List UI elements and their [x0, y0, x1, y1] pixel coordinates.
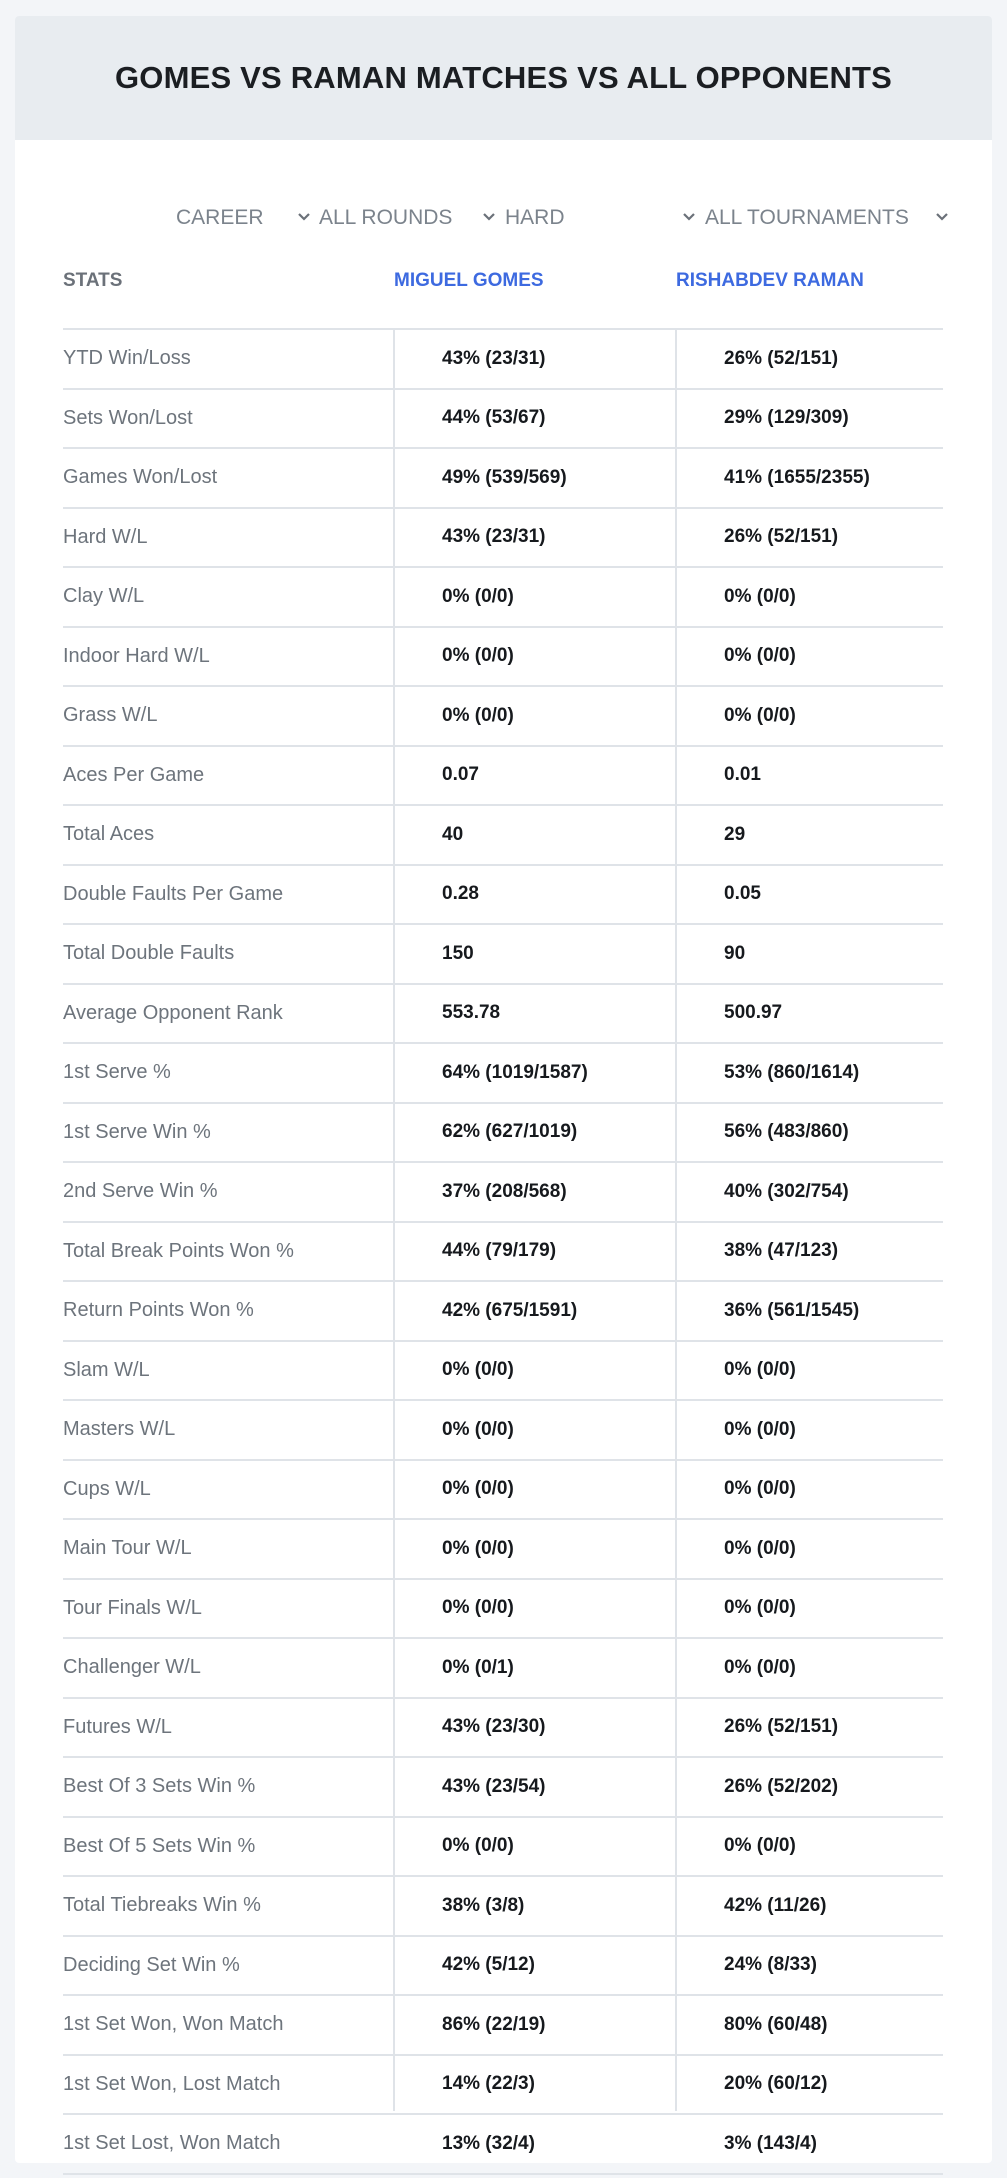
player2-value: 24% (8/33): [724, 1954, 817, 1976]
surface-dropdown-label: HARD: [505, 206, 565, 229]
player2-link[interactable]: RISHABDEV RAMAN: [676, 270, 864, 291]
period-dropdown[interactable]: [176, 188, 316, 248]
stat-label: Double Faults Per Game: [63, 882, 284, 905]
stat-label: YTD Win/Loss: [63, 347, 191, 370]
player2-value: 0% (0/0): [724, 1597, 796, 1619]
player2-value: 36% (561/1545): [724, 1299, 860, 1321]
player2-value: 0% (0/0): [724, 1478, 796, 1500]
player2-value: 26% (52/151): [724, 347, 839, 369]
table-row: [63, 2115, 943, 2175]
table-row: [63, 1223, 943, 1283]
player2-value: 80% (60/48): [724, 2013, 828, 2035]
tournament-dropdown-label: ALL TOURNAMENTS: [705, 206, 909, 229]
player2-value: 53% (860/1614): [724, 1061, 860, 1083]
chevron-down-icon: [932, 207, 952, 227]
player2-value: 29% (129/309): [724, 407, 849, 429]
table-row: [63, 1580, 943, 1640]
table-row: [63, 1342, 943, 1402]
player1-value: 14% (22/3): [442, 2073, 535, 2095]
player2-value: 26% (52/151): [724, 1716, 839, 1738]
player2-value: 20% (60/12): [724, 2073, 828, 2095]
stat-label: Aces Per Game: [63, 763, 205, 786]
stat-label: Hard W/L: [63, 525, 148, 548]
table-row: [63, 1639, 943, 1699]
stat-label: Masters W/L: [63, 1418, 176, 1441]
player1-value: 0% (0/0): [442, 645, 514, 667]
player1-value: 62% (627/1019): [442, 1121, 578, 1143]
filter-bar: [15, 188, 992, 248]
table-row: [63, 1520, 943, 1580]
table-row: [63, 1818, 943, 1878]
table-body: [63, 328, 943, 2175]
stat-label: Games Won/Lost: [63, 466, 218, 489]
player1-value: 0% (0/0): [442, 1835, 514, 1857]
player2-value: 0% (0/0): [724, 1418, 796, 1440]
player1-value: 42% (5/12): [442, 1954, 535, 1976]
stat-label: Futures W/L: [63, 1715, 172, 1738]
player2-value: 38% (47/123): [724, 1240, 839, 1262]
player1-value: 0.07: [442, 764, 479, 786]
table-row: [63, 1282, 943, 1342]
player2-value: 0% (0/0): [724, 1835, 796, 1857]
player1-value: 43% (23/30): [442, 1716, 546, 1738]
stat-label: Main Tour W/L: [63, 1537, 192, 1560]
stat-label: Total Tiebreaks Win %: [63, 1894, 261, 1917]
table-row: [63, 866, 943, 926]
player2-value: 0% (0/0): [724, 1537, 796, 1559]
table-row: [63, 509, 943, 569]
player2-value: 26% (52/202): [724, 1775, 839, 1797]
stat-label: Sets Won/Lost: [63, 406, 193, 429]
table-row: [63, 390, 943, 450]
period-dropdown-label: CAREER: [176, 206, 264, 229]
player2-value: 90: [724, 942, 746, 964]
stat-label: 1st Set Won, Won Match: [63, 2013, 284, 2036]
stat-label: Best Of 5 Sets Win %: [63, 1834, 256, 1857]
player2-value: 29: [724, 823, 746, 845]
stats-column-header: STATS: [63, 270, 123, 291]
chevron-down-icon: [679, 207, 699, 227]
stat-label: Deciding Set Win %: [63, 1953, 240, 1976]
stat-label: Challenger W/L: [63, 1656, 201, 1679]
stat-label: Average Opponent Rank: [63, 1001, 283, 1024]
player2-value: 40% (302/754): [724, 1180, 849, 1202]
stat-label: Tour Finals W/L: [63, 1596, 202, 1619]
stat-label: 1st Set Won, Lost Match: [63, 2072, 281, 2095]
table-row: [63, 1461, 943, 1521]
table-row: [63, 1877, 943, 1937]
table-row: [63, 568, 943, 628]
chevron-down-icon: [294, 207, 314, 227]
player1-value: 0% (0/0): [442, 585, 514, 607]
player1-value: 64% (1019/1587): [442, 1061, 588, 1083]
chevron-down-icon: [479, 207, 499, 227]
player1-value: 43% (23/31): [442, 526, 546, 548]
table-row: [63, 1104, 943, 1164]
table-row: [63, 330, 943, 390]
player1-value: 553.78: [442, 1002, 501, 1024]
table-row: [63, 747, 943, 807]
table-row: [63, 449, 943, 509]
player1-value: 44% (53/67): [442, 407, 546, 429]
table-header: [63, 248, 943, 328]
player1-value: 40: [442, 823, 464, 845]
table-row: [63, 1699, 943, 1759]
player2-value: 0.05: [724, 883, 761, 905]
stat-label: Grass W/L: [63, 704, 158, 727]
player2-value: 0% (0/0): [724, 704, 796, 726]
player1-value: 0% (0/0): [442, 1597, 514, 1619]
player2-value: 0% (0/0): [724, 645, 796, 667]
player1-value: 0% (0/0): [442, 1537, 514, 1559]
round-dropdown-label: ALL ROUNDS: [319, 206, 453, 229]
surface-dropdown[interactable]: [505, 188, 705, 248]
stat-label: 1st Set Lost, Won Match: [63, 2132, 281, 2155]
page-title: GOMES VS RAMAN MATCHES VS ALL OPPONENTS: [114, 60, 893, 95]
tournament-dropdown[interactable]: [705, 188, 965, 248]
stat-label: Total Break Points Won %: [63, 1239, 294, 1262]
player1-value: 0% (0/0): [442, 704, 514, 726]
stat-label: Best Of 3 Sets Win %: [63, 1775, 256, 1798]
player1-value: 38% (3/8): [442, 1894, 525, 1916]
stats-table: [63, 248, 943, 2175]
stat-label: Total Aces: [63, 823, 155, 846]
table-row: [63, 985, 943, 1045]
player1-value: 44% (79/179): [442, 1240, 557, 1262]
player1-link[interactable]: MIGUEL GOMES: [394, 270, 544, 291]
table-row: [63, 1401, 943, 1461]
player2-value: 500.97: [724, 1002, 783, 1024]
player2-value: 42% (11/26): [724, 1894, 827, 1916]
stat-label: 1st Serve Win %: [63, 1120, 211, 1143]
stat-label: Slam W/L: [63, 1358, 150, 1381]
stat-label: Clay W/L: [63, 585, 145, 608]
player1-value: 0% (0/0): [442, 1418, 514, 1440]
round-dropdown[interactable]: [319, 188, 499, 248]
player2-value: 0% (0/0): [724, 1656, 796, 1678]
player2-value: 3% (143/4): [724, 2132, 817, 2154]
player1-value: 0% (0/0): [442, 1359, 514, 1381]
table-row: [63, 2056, 943, 2116]
table-row: [63, 925, 943, 985]
stat-label: Return Points Won %: [63, 1299, 254, 1322]
player1-value: 0.28: [442, 883, 479, 905]
stat-label: Cups W/L: [63, 1477, 151, 1500]
player1-value: 37% (208/568): [442, 1180, 567, 1202]
player1-value: 0% (0/1): [442, 1656, 514, 1678]
table-row: [63, 628, 943, 688]
player2-value: 56% (483/860): [724, 1121, 849, 1143]
player2-value: 0% (0/0): [724, 585, 796, 607]
page-header: [15, 16, 992, 140]
table-row: [63, 806, 943, 866]
player1-value: 13% (32/4): [442, 2132, 535, 2154]
player2-value: 41% (1655/2355): [724, 466, 870, 488]
table-row: [63, 687, 943, 747]
stat-label: 2nd Serve Win %: [63, 1180, 218, 1203]
player1-value: 0% (0/0): [442, 1478, 514, 1500]
player1-value: 150: [442, 942, 474, 964]
player1-value: 42% (675/1591): [442, 1299, 578, 1321]
player1-value: 43% (23/54): [442, 1775, 546, 1797]
table-row: [63, 1937, 943, 1997]
player2-value: 0.01: [724, 764, 761, 786]
player1-value: 86% (22/19): [442, 2013, 546, 2035]
stat-label: Indoor Hard W/L: [63, 644, 210, 667]
table-row: [63, 1044, 943, 1104]
stats-card: [15, 16, 992, 2163]
player1-value: 43% (23/31): [442, 347, 546, 369]
stat-label: 1st Serve %: [63, 1061, 171, 1084]
table-row: [63, 1758, 943, 1818]
player1-value: 49% (539/569): [442, 466, 567, 488]
player2-value: 0% (0/0): [724, 1359, 796, 1381]
table-row: [63, 1996, 943, 2056]
player2-value: 26% (52/151): [724, 526, 839, 548]
table-row: [63, 1163, 943, 1223]
stat-label: Total Double Faults: [63, 942, 235, 965]
